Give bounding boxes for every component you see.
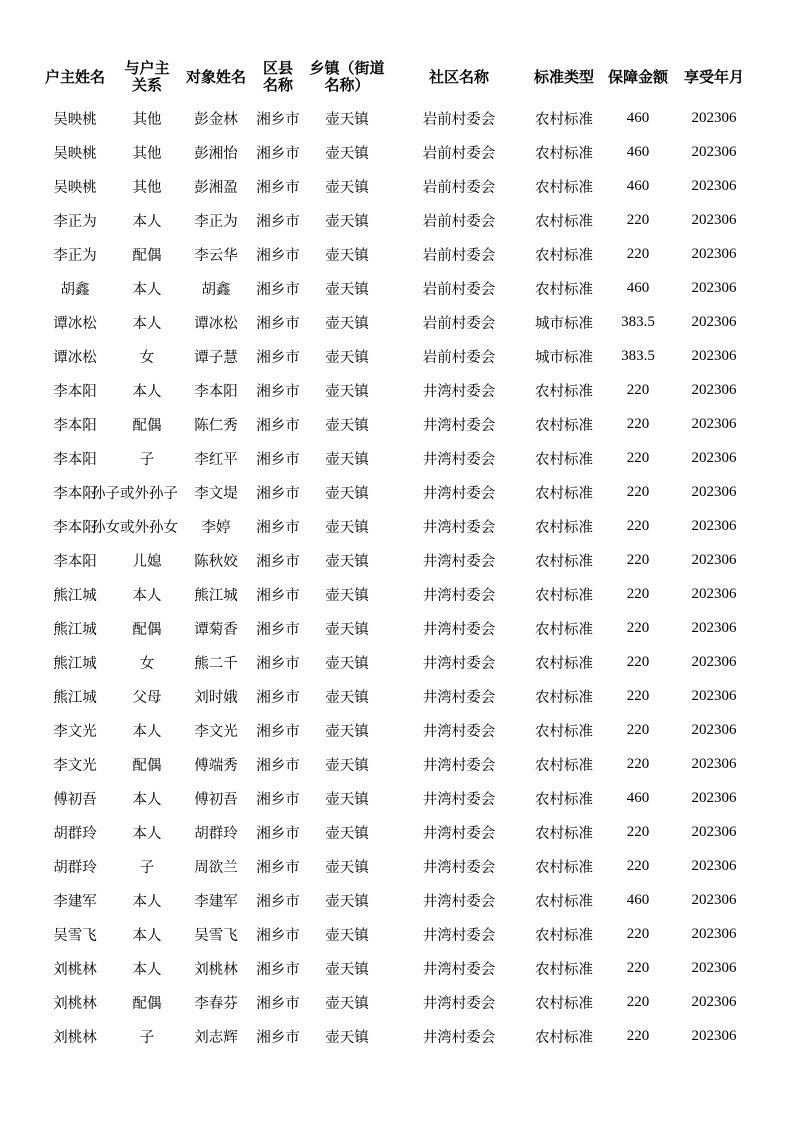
cell-period: 202306: [691, 109, 737, 126]
cell-standard-type: 农村标准: [535, 995, 593, 1012]
cell-amount: 460: [626, 789, 650, 806]
table-row: [0, 781, 793, 815]
cell-period: 202306: [691, 891, 737, 908]
cell-amount: 460: [626, 279, 650, 296]
cell-community: 岩前村委会: [422, 281, 496, 298]
cell-county: 湘乡市: [256, 247, 300, 264]
cell-county: 湘乡市: [256, 145, 300, 162]
cell-township: 壶天镇: [325, 859, 369, 876]
cell-recipient-name: 陈仁秀: [194, 417, 238, 434]
cell-standard-type: 城市标准: [535, 349, 593, 366]
cell-relation: 配偶: [132, 621, 162, 638]
cell-period: 202306: [691, 415, 737, 432]
cell-standard-type: 农村标准: [535, 485, 593, 502]
cell-amount: 220: [626, 993, 650, 1010]
cell-recipient-name: 傅端秀: [194, 757, 238, 774]
cell-household-head: 吴映桃: [53, 179, 97, 196]
table-row: [0, 917, 793, 951]
cell-household-head: 李正为: [53, 213, 97, 230]
cell-period: 202306: [691, 313, 737, 330]
cell-relation: 女: [139, 349, 155, 366]
cell-community: 岩前村委会: [422, 145, 496, 162]
cell-period: 202306: [691, 653, 737, 670]
cell-community: 井湾村委会: [422, 655, 496, 672]
header-relation: 与户主 关系: [124, 59, 170, 94]
cell-standard-type: 农村标准: [535, 587, 593, 604]
cell-township: 壶天镇: [325, 995, 369, 1012]
cell-recipient-name: 刘桃林: [194, 961, 238, 978]
cell-period: 202306: [691, 959, 737, 976]
cell-standard-type: 农村标准: [535, 553, 593, 570]
cell-standard-type: 农村标准: [535, 893, 593, 910]
table-row: [0, 407, 793, 441]
cell-township: 壶天镇: [325, 893, 369, 910]
cell-period: 202306: [691, 483, 737, 500]
cell-township: 壶天镇: [325, 179, 369, 196]
cell-county: 湘乡市: [256, 859, 300, 876]
cell-township: 壶天镇: [325, 621, 369, 638]
header-household-head: 户主姓名: [44, 67, 105, 86]
cell-amount: 220: [626, 585, 650, 602]
cell-community: 井湾村委会: [422, 757, 496, 774]
table-row: [0, 135, 793, 169]
cell-relation: 本人: [132, 927, 162, 944]
cell-community: 井湾村委会: [422, 383, 496, 400]
cell-county: 湘乡市: [256, 825, 300, 842]
cell-township: 壶天镇: [325, 961, 369, 978]
cell-recipient-name: 彭湘怡: [194, 145, 238, 162]
header-period: 享受年月: [683, 67, 744, 86]
header-amount: 保障金额: [607, 67, 668, 86]
cell-community: 岩前村委会: [422, 349, 496, 366]
cell-community: 井湾村委会: [422, 791, 496, 808]
cell-amount: 220: [626, 687, 650, 704]
cell-township: 壶天镇: [325, 281, 369, 298]
cell-county: 湘乡市: [256, 315, 300, 332]
cell-relation: 其他: [132, 111, 162, 128]
table-row: [0, 543, 793, 577]
cell-standard-type: 农村标准: [535, 791, 593, 808]
cell-amount: 220: [626, 551, 650, 568]
cell-relation: [91, 475, 178, 509]
cell-community: 岩前村委会: [422, 111, 496, 128]
cell-county: 湘乡市: [256, 111, 300, 128]
cell-household-head: 李本阳: [53, 417, 97, 434]
table-row: [0, 747, 793, 781]
cell-household-head: 李文光: [53, 757, 97, 774]
cell-recipient-name: 傅初吾: [194, 791, 238, 808]
cell-amount: 220: [626, 925, 650, 942]
cell-standard-type: 农村标准: [535, 859, 593, 876]
cell-household-head: 熊江城: [53, 689, 97, 706]
cell-recipient-name: 李建军: [194, 893, 238, 910]
cell-community: 井湾村委会: [422, 621, 496, 638]
cell-recipient-name: 李文光: [194, 723, 238, 740]
cell-recipient-name: 李红平: [194, 451, 238, 468]
cell-relation: 其他: [132, 179, 162, 196]
cell-community: 井湾村委会: [422, 859, 496, 876]
cell-household-head: 刘桃林: [53, 995, 97, 1012]
cell-standard-type: 农村标准: [535, 247, 593, 264]
cell-recipient-name: 吴雪飞: [194, 927, 238, 944]
cell-period: 202306: [691, 517, 737, 534]
cell-amount: 220: [626, 449, 650, 466]
cell-amount: 220: [626, 1027, 650, 1044]
cell-relation: 本人: [132, 213, 162, 230]
cell-recipient-name: 李云华: [194, 247, 238, 264]
table-row: [0, 883, 793, 917]
cell-household-head: 李本阳: [53, 485, 97, 502]
cell-relation: 本人: [132, 961, 162, 978]
cell-community: 井湾村委会: [422, 553, 496, 570]
table-row: [0, 951, 793, 985]
cell-county: 湘乡市: [256, 417, 300, 434]
table-row: [0, 577, 793, 611]
cell-community: 井湾村委会: [422, 485, 496, 502]
cell-household-head: 李本阳: [53, 451, 97, 468]
cell-amount: 220: [626, 245, 650, 262]
cell-household-head: 刘桃林: [53, 1029, 97, 1046]
table-row: [0, 271, 793, 305]
cell-period: 202306: [691, 177, 737, 194]
cell-period: 202306: [691, 755, 737, 772]
cell-relation: 本人: [132, 315, 162, 332]
cell-period: 202306: [691, 721, 737, 738]
cell-amount: 460: [626, 891, 650, 908]
cell-household-head: 胡鑫: [60, 281, 90, 298]
cell-community: 井湾村委会: [422, 1029, 496, 1046]
cell-standard-type: 农村标准: [535, 621, 593, 638]
cell-recipient-name: 陈秋姣: [194, 553, 238, 570]
cell-standard-type: 农村标准: [535, 757, 593, 774]
cell-township: 壶天镇: [325, 757, 369, 774]
cell-household-head: 李建军: [53, 893, 97, 910]
cell-relation: 配偶: [132, 757, 162, 774]
cell-relation: 子: [139, 1029, 155, 1046]
cell-relation-text: 孙女或外孙女: [91, 519, 178, 536]
cell-relation: 本人: [132, 587, 162, 604]
header-standard-type: 标准类型: [533, 67, 594, 86]
cell-recipient-name: 胡鑫: [201, 281, 231, 298]
cell-community: 井湾村委会: [422, 587, 496, 604]
cell-amount: 460: [626, 109, 650, 126]
cell-township: 壶天镇: [325, 417, 369, 434]
cell-township: 壶天镇: [325, 145, 369, 162]
cell-standard-type: 农村标准: [535, 213, 593, 230]
cell-household-head: 吴映桃: [53, 145, 97, 162]
cell-relation: 配偶: [132, 417, 162, 434]
header-township: 乡镇（街道 名称）: [309, 59, 385, 94]
cell-recipient-name: 刘志辉: [194, 1029, 238, 1046]
cell-community: 井湾村委会: [422, 519, 496, 536]
cell-community: 井湾村委会: [422, 417, 496, 434]
cell-recipient-name: 李婷: [201, 519, 231, 536]
cell-amount: 220: [626, 823, 650, 840]
cell-recipient-name: 谭子慧: [194, 349, 238, 366]
cell-community: 井湾村委会: [422, 723, 496, 740]
cell-relation: 父母: [132, 689, 162, 706]
cell-household-head: 傅初吾: [53, 791, 97, 808]
cell-period: 202306: [691, 551, 737, 568]
cell-standard-type: 农村标准: [535, 417, 593, 434]
cell-relation: 儿媳: [132, 553, 162, 570]
cell-county: 湘乡市: [256, 281, 300, 298]
cell-household-head: 熊江城: [53, 655, 97, 672]
cell-county: 湘乡市: [256, 655, 300, 672]
cell-household-head: 李本阳: [53, 383, 97, 400]
cell-period: 202306: [691, 789, 737, 806]
cell-amount: 383.5: [621, 347, 655, 364]
cell-community: 岩前村委会: [422, 213, 496, 230]
table-row: [0, 169, 793, 203]
cell-standard-type: 城市标准: [535, 315, 593, 332]
cell-county: 湘乡市: [256, 587, 300, 604]
cell-county: 湘乡市: [256, 519, 300, 536]
cell-recipient-name: 熊江城: [194, 587, 238, 604]
cell-amount: 220: [626, 619, 650, 636]
cell-county: 湘乡市: [256, 179, 300, 196]
cell-relation-text: 孙子或外孙子: [91, 485, 178, 502]
cell-county: 湘乡市: [256, 553, 300, 570]
cell-standard-type: 农村标准: [535, 927, 593, 944]
cell-community: 井湾村委会: [422, 451, 496, 468]
cell-community: 井湾村委会: [422, 961, 496, 978]
cell-household-head: 谭冰松: [53, 315, 97, 332]
cell-household-head: 吴映桃: [53, 111, 97, 128]
table-row: [0, 985, 793, 1019]
cell-township: 壶天镇: [325, 451, 369, 468]
cell-county: 湘乡市: [256, 621, 300, 638]
cell-county: 湘乡市: [256, 383, 300, 400]
cell-recipient-name: 李文堤: [194, 485, 238, 502]
cell-period: 202306: [691, 857, 737, 874]
cell-community: 井湾村委会: [422, 995, 496, 1012]
cell-household-head: 胡群玲: [53, 825, 97, 842]
cell-amount: 460: [626, 177, 650, 194]
cell-amount: 220: [626, 517, 650, 534]
table-row: [0, 509, 793, 543]
cell-relation: 其他: [132, 145, 162, 162]
cell-standard-type: 农村标准: [535, 723, 593, 740]
table-row: [0, 679, 793, 713]
cell-household-head: 熊江城: [53, 621, 97, 638]
cell-county: 湘乡市: [256, 995, 300, 1012]
cell-county: 湘乡市: [256, 893, 300, 910]
cell-township: 壶天镇: [325, 111, 369, 128]
cell-community: 岩前村委会: [422, 247, 496, 264]
cell-township: 壶天镇: [325, 791, 369, 808]
cell-amount: 220: [626, 857, 650, 874]
cell-standard-type: 农村标准: [535, 1029, 593, 1046]
cell-standard-type: 农村标准: [535, 689, 593, 706]
cell-standard-type: 农村标准: [535, 383, 593, 400]
cell-relation: 本人: [132, 281, 162, 298]
cell-township: 壶天镇: [325, 553, 369, 570]
cell-community: 岩前村委会: [422, 179, 496, 196]
cell-standard-type: 农村标准: [535, 281, 593, 298]
cell-recipient-name: 李本阳: [194, 383, 238, 400]
table-row: [0, 305, 793, 339]
table-row: [0, 339, 793, 373]
cell-township: 壶天镇: [325, 349, 369, 366]
cell-household-head: 李文光: [53, 723, 97, 740]
cell-amount: 383.5: [621, 313, 655, 330]
table-row: [0, 645, 793, 679]
cell-period: 202306: [691, 993, 737, 1010]
header-county: 区县 名称: [262, 59, 293, 94]
cell-period: 202306: [691, 687, 737, 704]
cell-period: 202306: [691, 347, 737, 364]
table-row: [0, 713, 793, 747]
cell-period: 202306: [691, 925, 737, 942]
cell-relation: 本人: [132, 383, 162, 400]
cell-relation: 本人: [132, 791, 162, 808]
cell-period: 202306: [691, 245, 737, 262]
cell-township: 壶天镇: [325, 655, 369, 672]
cell-community: 井湾村委会: [422, 893, 496, 910]
cell-household-head: 胡群玲: [53, 859, 97, 876]
cell-county: 湘乡市: [256, 927, 300, 944]
cell-recipient-name: 李春芬: [194, 995, 238, 1012]
table-row: [0, 611, 793, 645]
cell-period: 202306: [691, 585, 737, 602]
table-row: [0, 237, 793, 271]
cell-community: 井湾村委会: [422, 825, 496, 842]
cell-township: 壶天镇: [325, 519, 369, 536]
cell-period: 202306: [691, 1027, 737, 1044]
cell-relation: 子: [139, 859, 155, 876]
table-row: [0, 441, 793, 475]
cell-county: 湘乡市: [256, 689, 300, 706]
cell-period: 202306: [691, 823, 737, 840]
cell-recipient-name: 彭湘盈: [194, 179, 238, 196]
cell-standard-type: 农村标准: [535, 179, 593, 196]
cell-amount: 220: [626, 483, 650, 500]
cell-county: 湘乡市: [256, 1029, 300, 1046]
cell-period: 202306: [691, 279, 737, 296]
cell-amount: 220: [626, 721, 650, 738]
cell-county: 湘乡市: [256, 961, 300, 978]
cell-township: 壶天镇: [325, 587, 369, 604]
cell-household-head: 熊江城: [53, 587, 97, 604]
table-row: [0, 373, 793, 407]
cell-community: 岩前村委会: [422, 315, 496, 332]
header-recipient-name: 对象姓名: [185, 67, 246, 86]
header-community: 社区名称: [428, 67, 489, 86]
cell-township: 壶天镇: [325, 315, 369, 332]
cell-amount: 220: [626, 653, 650, 670]
cell-relation: 女: [139, 655, 155, 672]
cell-recipient-name: 熊二千: [194, 655, 238, 672]
cell-recipient-name: 刘时娥: [194, 689, 238, 706]
cell-county: 湘乡市: [256, 485, 300, 502]
cell-recipient-name: 谭菊香: [194, 621, 238, 638]
cell-standard-type: 农村标准: [535, 655, 593, 672]
cell-township: 壶天镇: [325, 247, 369, 264]
cell-period: 202306: [691, 143, 737, 160]
cell-standard-type: 农村标准: [535, 519, 593, 536]
cell-amount: 220: [626, 211, 650, 228]
cell-county: 湘乡市: [256, 723, 300, 740]
cell-relation: 配偶: [132, 995, 162, 1012]
cell-township: 壶天镇: [325, 723, 369, 740]
cell-period: 202306: [691, 381, 737, 398]
cell-household-head: 李正为: [53, 247, 97, 264]
cell-community: 井湾村委会: [422, 927, 496, 944]
cell-amount: 220: [626, 755, 650, 772]
cell-township: 壶天镇: [325, 383, 369, 400]
cell-county: 湘乡市: [256, 213, 300, 230]
cell-standard-type: 农村标准: [535, 111, 593, 128]
cell-county: 湘乡市: [256, 757, 300, 774]
cell-county: 湘乡市: [256, 451, 300, 468]
cell-relation: 配偶: [132, 247, 162, 264]
cell-recipient-name: 胡群玲: [194, 825, 238, 842]
cell-relation: 子: [139, 451, 155, 468]
table-row: [0, 203, 793, 237]
cell-amount: 220: [626, 381, 650, 398]
cell-recipient-name: 彭金林: [194, 111, 238, 128]
cell-relation: 本人: [132, 893, 162, 910]
cell-recipient-name: 周欲兰: [194, 859, 238, 876]
cell-period: 202306: [691, 619, 737, 636]
cell-recipient-name: 谭冰松: [194, 315, 238, 332]
cell-county: 湘乡市: [256, 791, 300, 808]
cell-relation: 本人: [132, 825, 162, 842]
cell-amount: 220: [626, 415, 650, 432]
cell-standard-type: 农村标准: [535, 451, 593, 468]
cell-household-head: 谭冰松: [53, 349, 97, 366]
cell-standard-type: 农村标准: [535, 961, 593, 978]
cell-township: 壶天镇: [325, 213, 369, 230]
cell-household-head: 李本阳: [53, 519, 97, 536]
cell-township: 壶天镇: [325, 927, 369, 944]
cell-relation: 本人: [132, 723, 162, 740]
cell-period: 202306: [691, 211, 737, 228]
cell-community: 井湾村委会: [422, 689, 496, 706]
cell-amount: 220: [626, 959, 650, 976]
cell-township: 壶天镇: [325, 825, 369, 842]
table-row: [0, 101, 793, 135]
cell-county: 湘乡市: [256, 349, 300, 366]
cell-household-head: 李本阳: [53, 553, 97, 570]
cell-township: 壶天镇: [325, 689, 369, 706]
table-row: [0, 815, 793, 849]
cell-period: 202306: [691, 449, 737, 466]
cell-relation: [91, 509, 178, 543]
table-row: [0, 849, 793, 883]
cell-standard-type: 农村标准: [535, 145, 593, 162]
cell-amount: 460: [626, 143, 650, 160]
table-row: [0, 1019, 793, 1053]
cell-household-head: 吴雪飞: [53, 927, 97, 944]
cell-recipient-name: 李正为: [194, 213, 238, 230]
table-header: [0, 56, 793, 98]
cell-household-head: 刘桃林: [53, 961, 97, 978]
cell-township: 壶天镇: [325, 485, 369, 502]
cell-township: 壶天镇: [325, 1029, 369, 1046]
table-row: [0, 475, 793, 509]
cell-standard-type: 农村标准: [535, 825, 593, 842]
